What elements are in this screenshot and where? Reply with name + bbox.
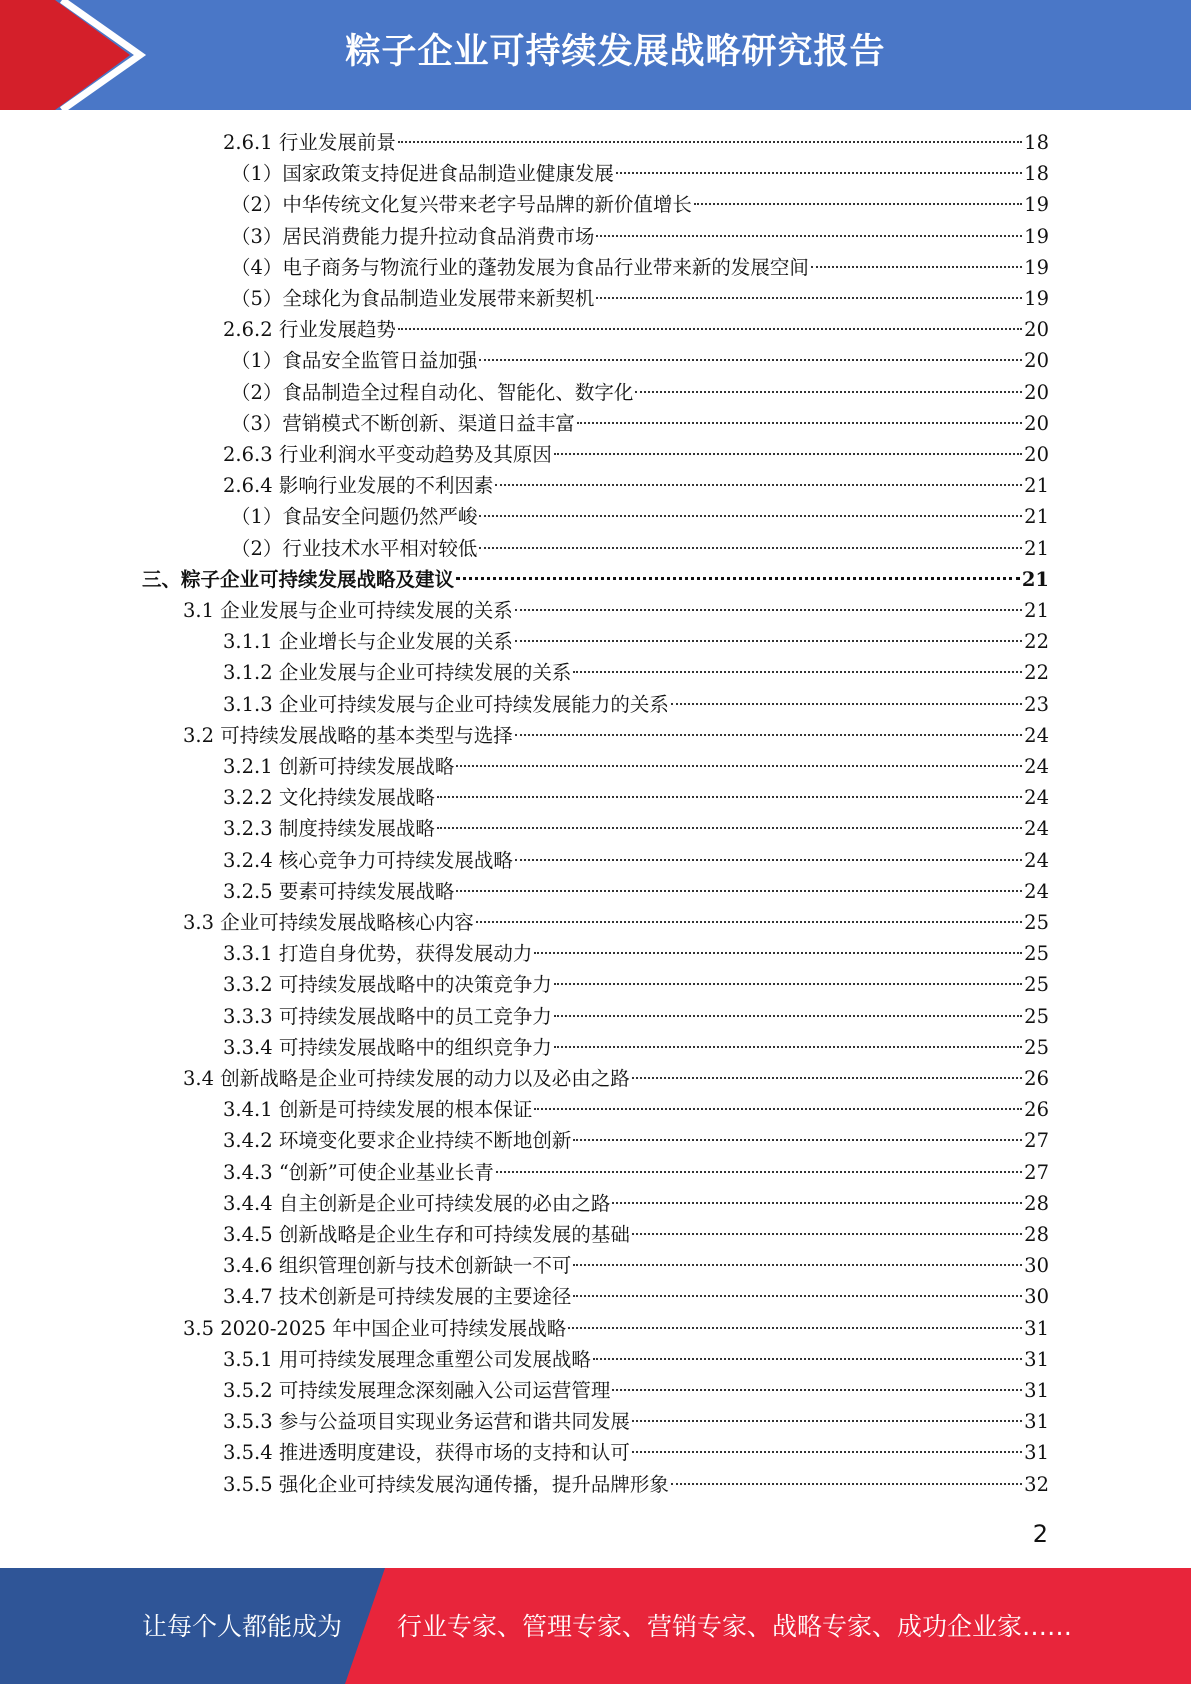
toc-entry-page: 18 — [1024, 131, 1049, 154]
toc-entry-page: 30 — [1024, 1254, 1049, 1278]
footer-slogan-right: 行业专家、管理专家、营销专家、战略专家、成功企业家…… — [397, 1612, 1073, 1641]
toc-entry-label: 三、粽子企业可持续发展战略及建议 — [142, 567, 455, 591]
toc-entry[interactable] — [183, 907, 1049, 938]
toc-entry-label: 3.4.3 “创新”可使企业基业长青 — [223, 1160, 494, 1184]
toc-entry-page: 27 — [1024, 1129, 1049, 1153]
dot-leader — [496, 1171, 1022, 1173]
dot-leader — [479, 547, 1022, 549]
toc-entry-page: 24 — [1024, 723, 1049, 747]
toc-entry-label: （5）全球化为食品制造业发展带来新契机 — [231, 287, 595, 310]
dot-leader — [671, 1483, 1022, 1485]
toc-entry-label: 3.2.3 制度持续发展战略 — [223, 817, 435, 841]
toc-entry[interactable] — [223, 1375, 1049, 1406]
toc-entry[interactable] — [223, 845, 1049, 876]
toc-entry-page: 23 — [1024, 692, 1049, 716]
toc-entry-label: 3.1.3 企业可持续发展与企业可持续发展能力的关系 — [223, 692, 669, 716]
dot-leader — [596, 297, 1022, 299]
toc-entry-page: 30 — [1024, 1285, 1049, 1309]
toc-entry-page: 20 — [1024, 411, 1049, 435]
toc-entry-page: 25 — [1024, 911, 1049, 934]
toc-entry[interactable] — [183, 1063, 1049, 1094]
dot-leader — [612, 1202, 1022, 1204]
toc-entry-page: 32 — [1024, 1472, 1049, 1496]
toc-entry[interactable] — [223, 1032, 1049, 1063]
toc-entry[interactable] — [231, 252, 1049, 283]
toc-entry-page: 20 — [1024, 349, 1049, 373]
dot-leader — [437, 796, 1022, 798]
toc-entry-label: 3.3 企业可持续发展战略核心内容 — [183, 911, 474, 934]
toc-entry[interactable] — [223, 1344, 1049, 1375]
dot-leader — [554, 1046, 1022, 1048]
dot-leader — [573, 1264, 1022, 1266]
toc-entry[interactable] — [223, 439, 1049, 470]
toc-entry[interactable] — [231, 158, 1049, 189]
toc-entry-page: 31 — [1024, 1410, 1049, 1434]
toc-entry-page: 21 — [1024, 474, 1049, 498]
toc-entry-page: 25 — [1024, 1004, 1049, 1028]
toc-entry-page: 19 — [1024, 224, 1049, 248]
toc-entry-label: 3.1.2 企业发展与企业可持续发展的关系 — [223, 661, 572, 685]
toc-entry-page: 19 — [1024, 255, 1049, 279]
toc-entry[interactable] — [223, 751, 1049, 782]
toc-entry-label: 3.3.2 可持续发展战略中的决策竞争力 — [223, 973, 552, 997]
toc-entry-label: 3.4.1 创新是可持续发展的根本保证 — [223, 1098, 533, 1122]
toc-entry-page: 22 — [1024, 630, 1049, 654]
toc-entry-label: 3.4.2 环境变化要求企业持续不断地创新 — [223, 1129, 572, 1153]
dot-leader — [568, 1327, 1022, 1329]
toc-entry-label: 3.5.3 参与公益项目实现业务运营和谐共同发展 — [223, 1410, 630, 1434]
dot-leader — [811, 266, 1022, 268]
toc-entry-label: （1）国家政策支持促进食品制造业健康发展 — [231, 162, 614, 186]
toc-entry-page: 31 — [1024, 1441, 1049, 1465]
toc-entry-label: （1）食品安全问题仍然严峻 — [231, 505, 478, 529]
dot-leader — [456, 577, 1020, 580]
toc-entry-label: 3.5.2 可持续发展理念深刻融入公司运营管理 — [223, 1379, 611, 1402]
dot-leader — [573, 671, 1022, 673]
toc-entry-page: 19 — [1024, 287, 1049, 310]
toc-entry[interactable] — [223, 1094, 1049, 1125]
toc-entry-label: 3.4.4 自主创新是企业可持续发展的必由之路 — [223, 1191, 611, 1215]
toc-entry-label: 3.2.5 要素可持续发展战略 — [223, 879, 455, 903]
toc-entry-label: 3.5.5 强化企业可持续发展沟通传播，提升品牌形象 — [223, 1472, 669, 1496]
toc-entry-label: 3.1.1 企业增长与企业发展的关系 — [223, 630, 513, 654]
toc-entry-page: 31 — [1024, 1316, 1049, 1340]
dot-leader — [495, 484, 1022, 486]
dot-leader — [437, 827, 1022, 829]
dot-leader — [398, 141, 1022, 143]
toc-entry-page: 22 — [1024, 661, 1049, 685]
toc-entry-page: 25 — [1024, 1035, 1049, 1059]
toc-entry-page: 24 — [1024, 848, 1049, 872]
toc-entry-page: 26 — [1024, 1067, 1049, 1090]
toc-entry-page: 25 — [1024, 942, 1049, 966]
toc-entry-label: 3.4.7 技术创新是可持续发展的主要途径 — [223, 1285, 572, 1309]
toc-entry-label: 3.2 可持续发展战略的基本类型与选择 — [183, 723, 513, 747]
toc-entry-page: 20 — [1024, 443, 1049, 466]
toc-entry-label: （3）营销模式不断创新、渠道日益丰富 — [231, 411, 575, 435]
dot-leader — [554, 453, 1022, 455]
toc-entry-page: 24 — [1024, 755, 1049, 778]
dot-leader — [456, 765, 1022, 767]
toc-entry-label: 3.4.6 组织管理创新与技术创新缺一不可 — [223, 1254, 572, 1278]
toc-entry-label: 3.5.4 推进透明度建设，获得市场的支持和认可 — [223, 1441, 630, 1465]
toc-entry[interactable] — [231, 283, 1049, 314]
dot-leader — [534, 952, 1022, 954]
toc-entry[interactable] — [223, 626, 1049, 657]
dot-leader — [554, 1015, 1022, 1017]
toc-entry[interactable] — [231, 501, 1049, 532]
dot-leader — [554, 983, 1022, 985]
dot-leader — [479, 359, 1022, 361]
toc-entry-page: 19 — [1024, 193, 1049, 217]
dot-leader — [635, 391, 1022, 393]
toc-entry[interactable] — [223, 938, 1049, 969]
dot-leader — [515, 609, 1022, 611]
dot-leader — [632, 1451, 1022, 1453]
toc-entry[interactable] — [223, 782, 1049, 813]
toc-entry[interactable] — [223, 813, 1049, 844]
toc-entry[interactable] — [223, 314, 1049, 345]
toc-entry[interactable] — [223, 657, 1049, 688]
toc-entry[interactable] — [231, 221, 1049, 252]
toc-entry-label: 3.3.1 打造自身优势，获得发展动力 — [223, 942, 533, 966]
dot-leader — [573, 1139, 1022, 1141]
toc-entry-label: 3.4.5 创新战略是企业生存和可持续发展的基础 — [223, 1223, 630, 1246]
toc-entry-label: （1）食品安全监管日益加强 — [231, 349, 478, 373]
toc-entry-page: 25 — [1024, 973, 1049, 997]
toc-entry[interactable] — [223, 1406, 1049, 1437]
toc-entry[interactable] — [231, 377, 1049, 408]
dot-leader — [398, 328, 1022, 330]
dot-leader — [476, 921, 1022, 923]
toc-entry[interactable] — [223, 969, 1049, 1000]
toc-entry-page: 24 — [1024, 817, 1049, 841]
toc-entry-label: 3.3.3 可持续发展战略中的员工竞争力 — [223, 1004, 552, 1028]
toc-entry[interactable] — [231, 345, 1049, 376]
toc-entry[interactable] — [223, 127, 1049, 158]
toc-entry-label: 2.6.2 行业发展趋势 — [223, 318, 396, 342]
toc-entry-page: 31 — [1024, 1347, 1049, 1371]
dot-leader — [593, 1358, 1022, 1360]
dot-leader — [612, 1389, 1022, 1391]
toc-entry-label: 3.3.4 可持续发展战略中的组织竞争力 — [223, 1035, 552, 1059]
dot-leader — [632, 1420, 1022, 1422]
toc-entry[interactable] — [231, 533, 1049, 564]
toc-entry-label: 2.6.3 行业利润水平变动趋势及其原因 — [223, 443, 552, 466]
toc-entry[interactable] — [223, 1188, 1049, 1219]
toc-entry-label: 3.2.4 核心竞争力可持续发展战略 — [223, 848, 513, 872]
toc-entry-page: 28 — [1024, 1191, 1049, 1215]
dot-leader — [515, 640, 1022, 642]
toc-entry[interactable] — [223, 1157, 1049, 1188]
footer-banner — [0, 1568, 1191, 1684]
dot-leader — [573, 1295, 1022, 1297]
toc-entry-label: 3.4 创新战略是企业可持续发展的动力以及必由之路 — [183, 1067, 630, 1090]
page-number: 2 — [1032, 1520, 1048, 1548]
toc-entry-label: 2.6.1 行业发展前景 — [223, 131, 396, 154]
toc-entry[interactable] — [223, 1437, 1049, 1468]
dot-leader — [616, 172, 1022, 174]
dot-leader — [671, 703, 1022, 705]
toc-entry-label: （2）中华传统文化复兴带来老字号品牌的新价值增长 — [231, 193, 692, 217]
toc-entry[interactable] — [183, 1313, 1049, 1344]
dot-leader — [534, 1108, 1022, 1110]
toc-entry[interactable] — [223, 1001, 1049, 1032]
dot-leader — [479, 515, 1022, 517]
toc-entry-label: 3.5.1 用可持续发展理念重塑公司发展战略 — [223, 1347, 591, 1371]
report-title: 粽子企业可持续发展战略研究报告 — [345, 32, 886, 72]
header-banner — [0, 0, 1191, 110]
toc-entry[interactable] — [231, 189, 1049, 220]
toc-entry-label: 3.5 2020-2025 年中国企业可持续发展战略 — [183, 1316, 567, 1340]
toc-entry-page: 18 — [1024, 162, 1049, 186]
dot-leader — [515, 734, 1022, 736]
toc-entry[interactable] — [223, 1250, 1049, 1281]
toc-entry[interactable] — [223, 689, 1049, 720]
dot-leader — [694, 203, 1022, 205]
toc-entry[interactable] — [183, 720, 1049, 751]
toc-entry[interactable] — [223, 1125, 1049, 1156]
toc-entry-page: 20 — [1024, 380, 1049, 404]
dot-leader — [632, 1233, 1022, 1235]
toc-entry-page: 21 — [1024, 599, 1049, 622]
toc-entry-label: 3.2.1 创新可持续发展战略 — [223, 755, 455, 778]
toc-entry-page: 31 — [1024, 1379, 1049, 1402]
toc-entry-label: 3.2.2 文化持续发展战略 — [223, 786, 435, 810]
toc-entry-label: 2.6.4 影响行业发展的不利因素 — [223, 474, 494, 498]
toc-entry[interactable] — [223, 1469, 1049, 1500]
dot-leader — [456, 890, 1022, 892]
toc-entry-label: （2）食品制造全过程自动化、智能化、数字化 — [231, 380, 634, 404]
toc-entry-page: 27 — [1024, 1160, 1049, 1184]
dot-leader — [577, 422, 1022, 424]
toc-entry-page: 21 — [1024, 536, 1049, 560]
toc-entry-label: （3）居民消费能力提升拉动食品消费市场 — [231, 224, 595, 248]
toc-entry[interactable] — [223, 470, 1049, 501]
chevron-arrow-icon — [0, 0, 150, 110]
dot-leader — [632, 1077, 1022, 1079]
toc-entry-page: 24 — [1024, 879, 1049, 903]
dot-leader — [596, 235, 1022, 237]
toc-entry-label: 3.1 企业发展与企业可持续发展的关系 — [183, 599, 513, 622]
toc-entry-label: （4）电子商务与物流行业的蓬勃发展为食品行业带来新的发展空间 — [231, 255, 809, 279]
toc-entry[interactable] — [183, 595, 1049, 626]
toc-entry[interactable] — [223, 876, 1049, 907]
toc-entry-page: 24 — [1024, 786, 1049, 810]
toc-entry-page: 20 — [1024, 318, 1049, 342]
toc-entry-page: 28 — [1024, 1223, 1049, 1246]
toc-entry[interactable] — [223, 1219, 1049, 1250]
toc-entry[interactable] — [231, 408, 1049, 439]
dot-leader — [515, 859, 1022, 861]
toc-entry-page: 26 — [1024, 1098, 1049, 1122]
toc-entry-page: 21 — [1021, 567, 1049, 591]
toc-entry[interactable] — [142, 564, 1049, 595]
toc-entry-label: （2）行业技术水平相对较低 — [231, 536, 478, 560]
toc-entry[interactable] — [223, 1281, 1049, 1312]
footer-slogan-left: 让每个人都能成为 — [142, 1612, 343, 1641]
toc-entry-page: 21 — [1024, 505, 1049, 529]
